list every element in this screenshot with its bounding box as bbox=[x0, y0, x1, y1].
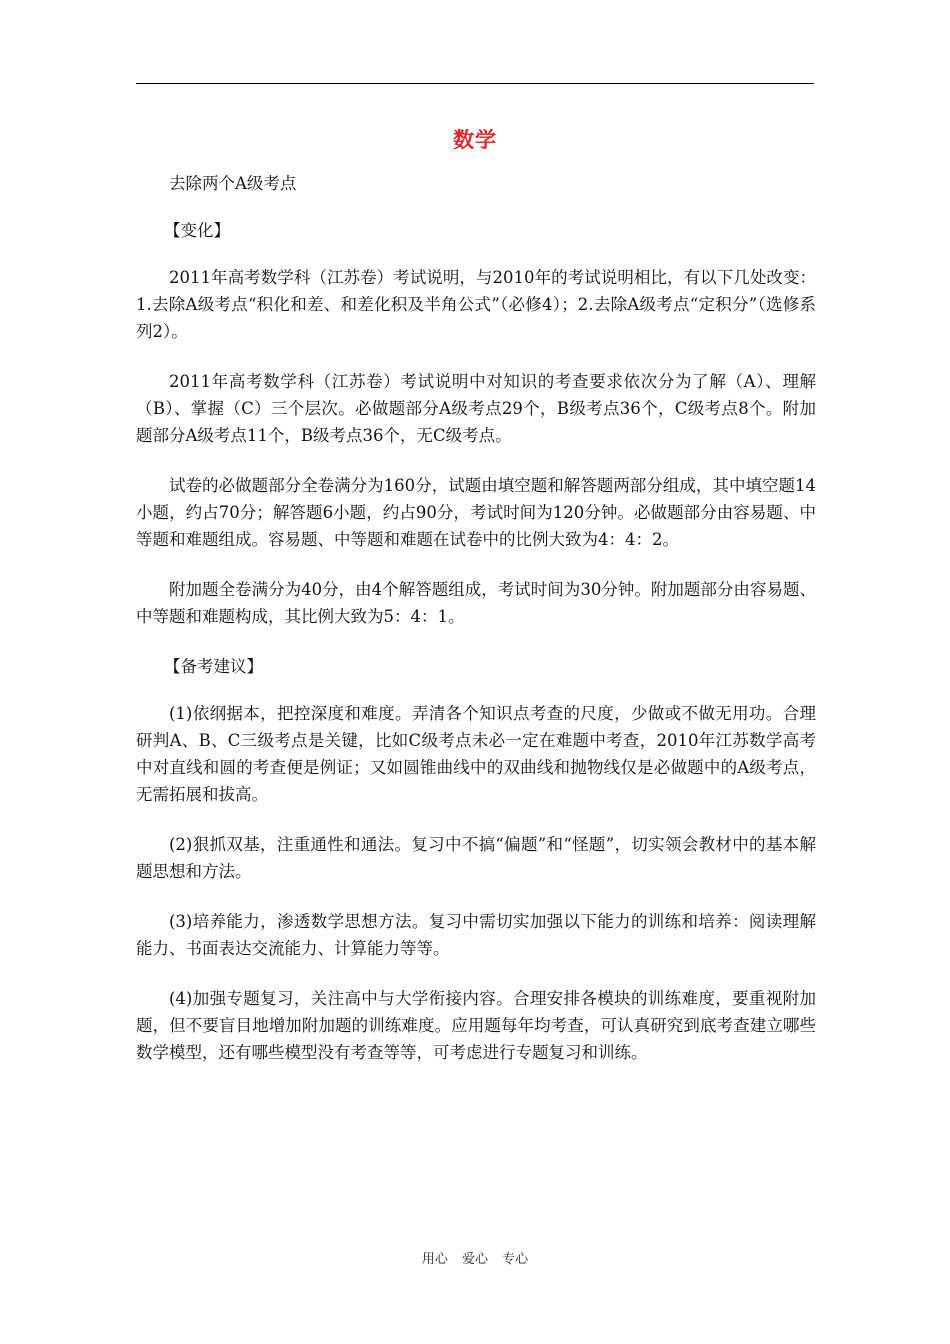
paragraph: (4)加强专题复习，关注高中与大学衔接内容。合理安排各模块的训练难度，要重视附加题，但不要盲目地增加附加题的训练难度。应用题每年均考查，可认真研究到底考查建立哪些数学模型，还有哪些模型没有考查等等，可考虑进行专题复习和训练。 bbox=[136, 989, 816, 1062]
paragraph: 试卷的必做题部分全卷满分为160分，试题由填空题和解答题两部分组成，其中填空题14小题，约占70分；解答题6小题，约占90分，考试时间为120分钟。必做题部分由容易题、中等题和难题组成。容易题、中等题和难题在试卷中的比例大致为4：4：2。 bbox=[136, 476, 816, 549]
paragraph: 附加题全卷满分为40分，由4个解答题组成，考试时间为30分钟。附加题部分由容易题、中等题和难题构成，其比例大致为5：4：1。 bbox=[136, 580, 816, 626]
document-title: 数学 bbox=[453, 128, 497, 152]
paragraph: 2011年高考数学科（江苏卷）考试说明中对知识的考查要求依次分为了解（A）、理解（B）、掌握（C）三个层次。必做题部分A级考点29个，B级考点36个，C级考点8个。附加题部分A级考点11个，B级考点36个，无C级考点。 bbox=[136, 372, 816, 445]
document-body bbox=[136, 170, 816, 1089]
header-rule bbox=[136, 83, 814, 84]
page-footer: 用心 爱心 专心 bbox=[421, 1252, 529, 1267]
section-heading-change: 【变化】 bbox=[164, 221, 230, 240]
paragraph: (2)狠抓双基，注重通性和通法。复习中不搞“偏题”和“怪题”，切实领会教材中的基本解题思想和方法。 bbox=[136, 835, 816, 881]
paragraph: (3)培养能力，渗透数学思想方法。复习中需切实加强以下能力的训练和培养：阅读理解能力、书面表达交流能力、计算能力等等。 bbox=[136, 912, 816, 958]
paragraph: 2011年高考数学科（江苏卷）考试说明，与2010年的考试说明相比，有以下几处改变：1.去除A级考点“积化和差、和差化积及半角公式”（必修4）；2.去除A级考点“定积分”（选修系列2）。 bbox=[136, 268, 816, 341]
section-heading-advice: 【备考建议】 bbox=[164, 657, 263, 676]
subtitle: 去除两个A级考点 bbox=[169, 174, 297, 193]
paragraph: (1)依纲据本，把控深度和难度。弄清各个知识点考查的尺度，少做或不做无用功。合理研判A、B、C三级考点是关键，比如C级考点未必一定在难题中考查，2010年江苏数学高考中对直线和圆的考查便是例证；又如圆锥曲线中的双曲线和抛物线仅是必做题中的A级考点，无需拓展和拔高。 bbox=[136, 704, 816, 804]
